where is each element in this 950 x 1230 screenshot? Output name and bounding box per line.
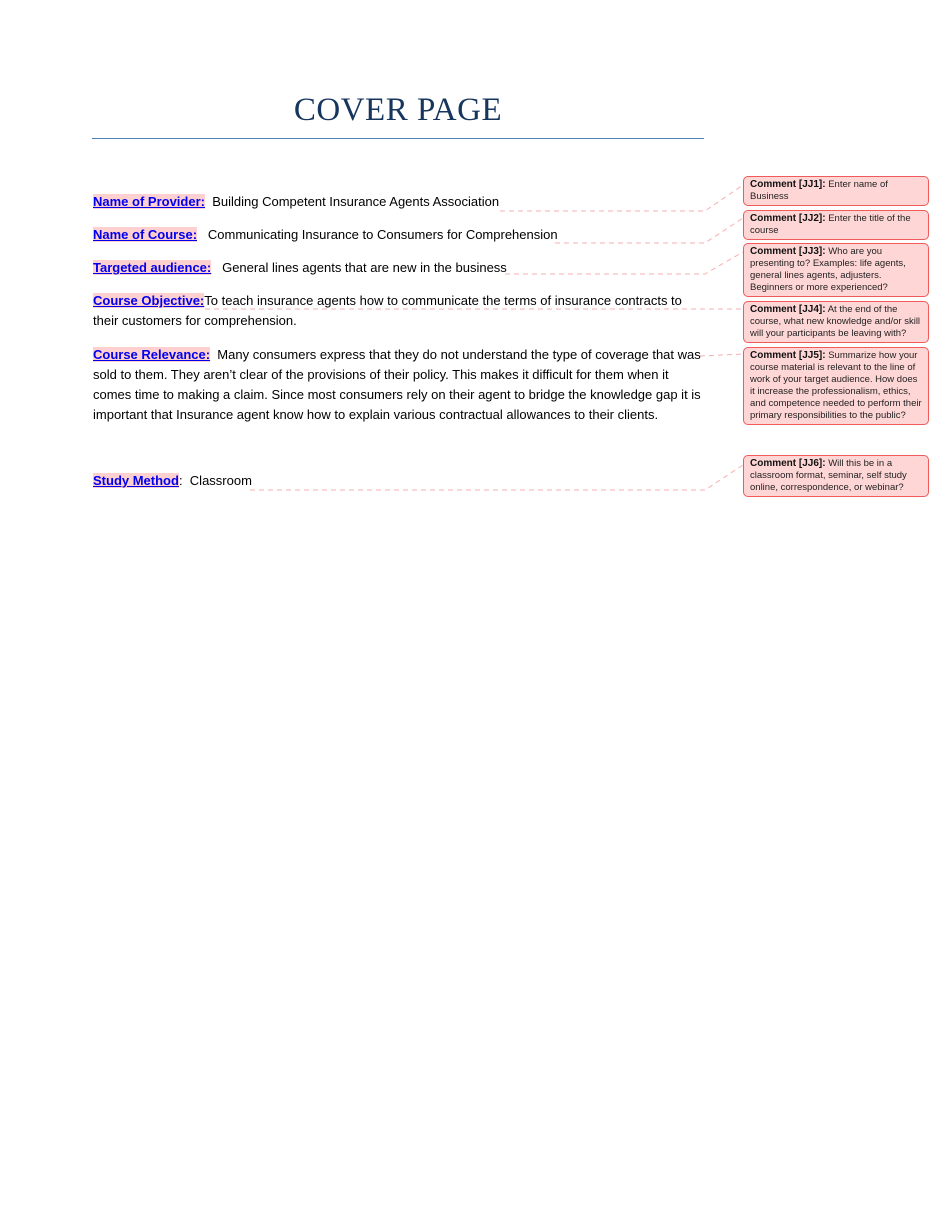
- course-field: [93, 225, 708, 245]
- objective-label[interactable]: Course Objective:: [93, 293, 205, 308]
- course-label[interactable]: Name of Course:: [93, 227, 198, 242]
- comment-text: Who are you presenting to? Examples: life agents, general lines agents, adjusters. Beginners or more experienced?: [750, 246, 906, 293]
- comment-text: Will this be in a classroom format, seminar, self study online, correspondence, or webinar?: [750, 458, 907, 493]
- objective-value: To teach insurance agents how to communicate the terms of insurance contracts to their customers for comprehension.: [93, 293, 682, 328]
- comment-text: Enter the title of the course: [750, 213, 911, 236]
- comment-jj5[interactable]: [743, 347, 929, 425]
- comment-tag: Comment [JJ6]:: [750, 458, 826, 469]
- comment-jj6[interactable]: [743, 455, 929, 497]
- comment-text: Enter name of Business: [750, 179, 888, 202]
- audience-field: [93, 258, 708, 278]
- comment-jj4[interactable]: [743, 301, 929, 343]
- comment-tag: Comment [JJ3]:: [750, 246, 826, 257]
- comment-jj2[interactable]: [743, 210, 929, 240]
- comment-text: Summarize how your course material is relevant to the line of work of your target audience. How does it increase the professionalism, ethics, and competence needed to perform their primary responsibilities to the public?: [750, 350, 922, 421]
- study-value: Classroom: [189, 473, 252, 488]
- comment-jj3[interactable]: [743, 243, 929, 297]
- study-field: [93, 471, 708, 491]
- provider-field: [93, 192, 708, 212]
- provider-label[interactable]: Name of Provider:: [93, 194, 205, 209]
- comment-tag: Comment [JJ4]:: [750, 304, 826, 315]
- course-value: Communicating Insurance to Consumers for Comprehension: [207, 227, 558, 242]
- relevance-value: Many consumers express that they do not understand the type of coverage that was sold to them. They aren’t clear of the provisions of their policy. This makes it difficult for them when it comes time to making a claim. Since most consumers rely on their agent to bridge the knowledge gap it is important that Insurance agent know how to explain various contractual allowances to their clients.: [93, 347, 701, 422]
- provider-value: Building Competent Insurance Agents Association: [212, 194, 500, 209]
- comment-tag: Comment [JJ2]:: [750, 213, 826, 224]
- page-title: COVER PAGE: [293, 92, 503, 128]
- study-label[interactable]: Study Method: [93, 473, 179, 488]
- objective-field: [93, 291, 708, 331]
- comment-tag: Comment [JJ5]:: [750, 350, 826, 361]
- comment-jj1[interactable]: [743, 176, 929, 206]
- study-separator: :: [178, 473, 183, 488]
- audience-label[interactable]: Targeted audience:: [93, 260, 212, 275]
- audience-value: General lines agents that are new in the business: [222, 260, 507, 275]
- relevance-label[interactable]: Course Relevance:: [93, 347, 211, 362]
- title-rule: [92, 138, 704, 139]
- relevance-field: [93, 345, 708, 425]
- comment-text: At the end of the course, what new knowledge and/or skill will your participants be leaving with?: [750, 304, 921, 339]
- comment-tag: Comment [JJ1]:: [750, 179, 826, 190]
